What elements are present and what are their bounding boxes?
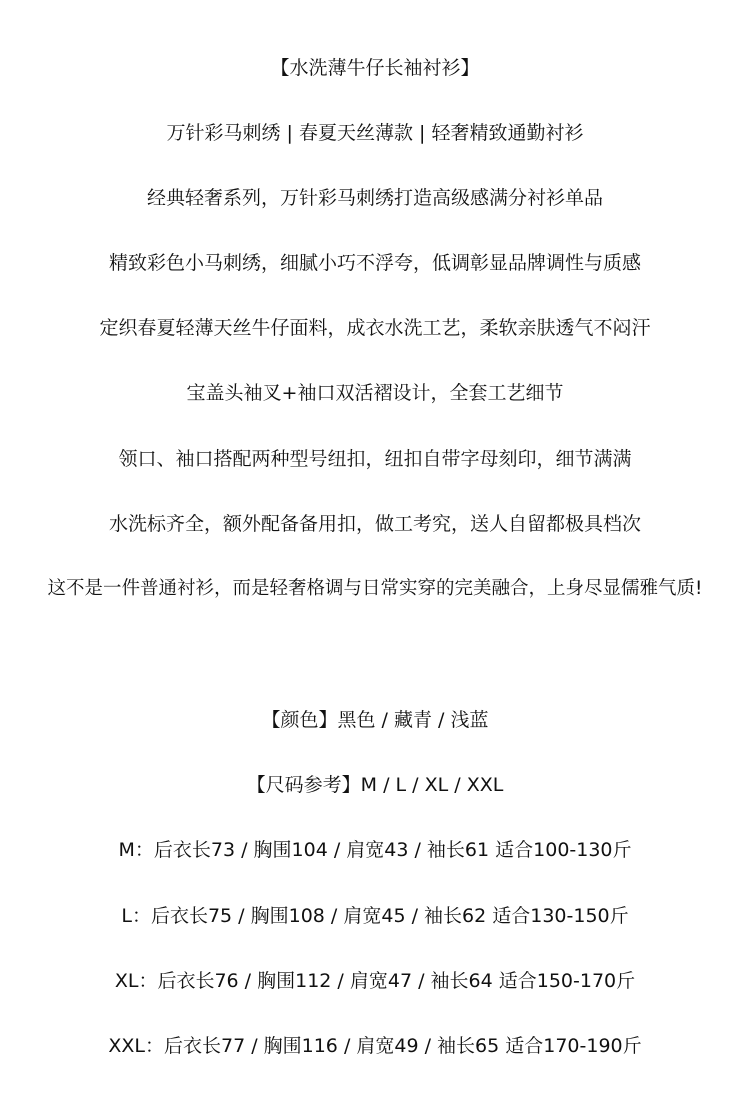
description-line: 经典轻奢系列，万针彩马刺绣打造高级感满分衬衫单品 bbox=[146, 187, 603, 209]
description-line: 领口、袖口搭配两种型号纽扣，纽扣自带字母刻印，细节满满 bbox=[118, 448, 632, 470]
description-line: 定织春夏轻薄天丝牛仔面料，成衣水洗工艺，柔软亲肤透气不闷汗 bbox=[99, 317, 651, 339]
size-options: 【尺码参考】M / L / XL / XXL bbox=[246, 774, 504, 796]
size-row-l: L：后衣长75 / 胸围108 / 肩宽45 / 袖长62 适合130-150斤 bbox=[121, 905, 629, 927]
description-line: 这不是一件普通衬衫，而是轻奢格调与日常实穿的完美融合，上身尽显儒雅气质! bbox=[47, 578, 703, 599]
size-row-m: M：后衣长73 / 胸围104 / 肩宽43 / 袖长61 适合100-130斤 bbox=[118, 839, 632, 861]
product-title: 【水洗薄牛仔长袖衬衫】 bbox=[270, 57, 480, 79]
product-tagline: 万针彩马刺绣 | 春夏天丝薄款 | 轻奢精致通勤衬衫 bbox=[166, 122, 584, 144]
description-line: 精致彩色小马刺绣，细腻小巧不浮夸，低调彰显品牌调性与质感 bbox=[108, 252, 641, 274]
description-line: 水洗标齐全，额外配备备用扣，做工考究，送人自留都极具档次 bbox=[108, 513, 641, 535]
size-row-xl: XL：后衣长76 / 胸围112 / 肩宽47 / 袖长64 适合150-170斤 bbox=[114, 970, 636, 992]
color-options: 【颜色】黑色 / 藏青 / 浅蓝 bbox=[261, 709, 489, 731]
description-line: 宝盖头袖叉+袖口双活褶设计，全套工艺细节 bbox=[186, 382, 564, 404]
size-row-xxl: XXL：后衣长77 / 胸围116 / 肩宽49 / 袖长65 适合170-190斤 bbox=[108, 1035, 642, 1057]
